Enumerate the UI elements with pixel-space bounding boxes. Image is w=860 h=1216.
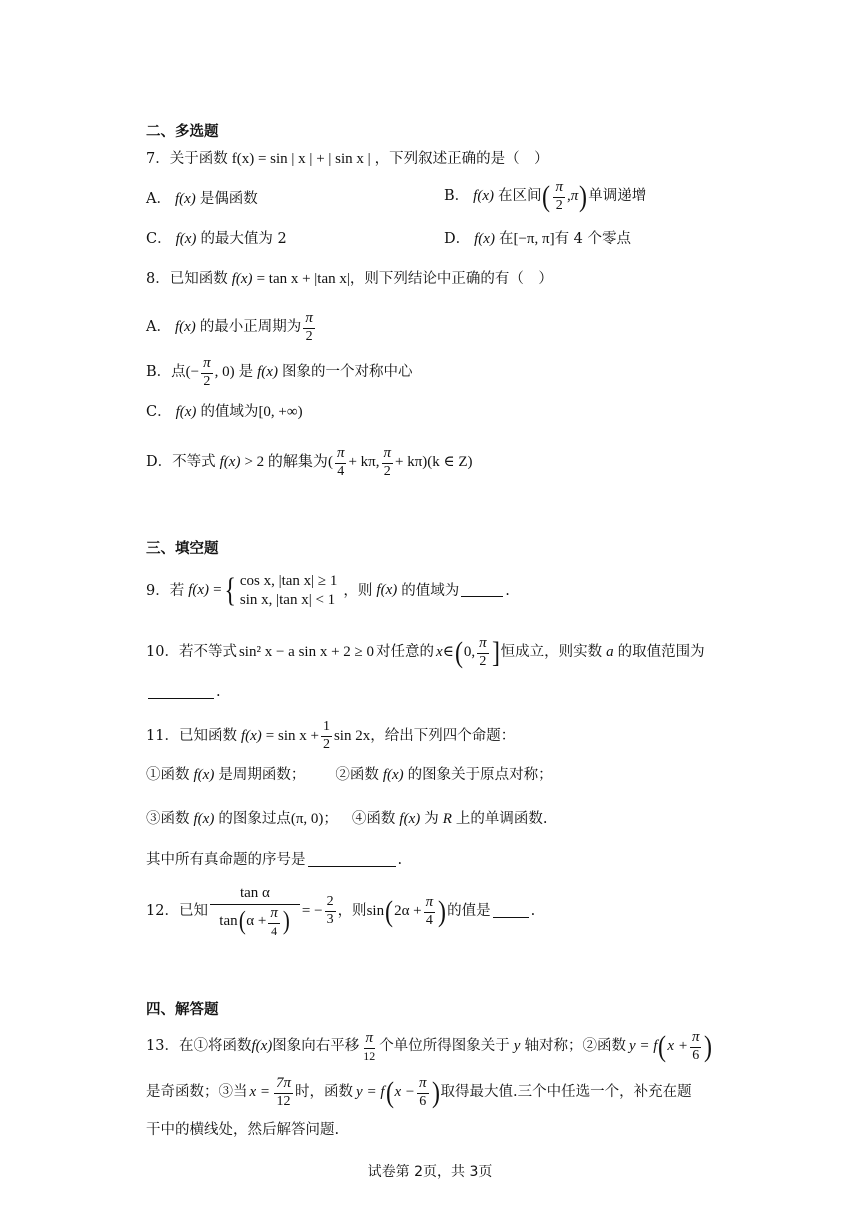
q9-text: 的值域为 bbox=[401, 582, 460, 599]
fraction-pi-over-4: $\frac{\pi}{4}$ bbox=[425, 893, 434, 928]
answer-blank[interactable] bbox=[461, 584, 503, 597]
math-fx: f(x) bbox=[175, 404, 197, 420]
question-7 bbox=[146, 152, 549, 167]
answer-blank[interactable] bbox=[493, 905, 529, 918]
q8-option-c bbox=[146, 405, 303, 420]
period: . bbox=[505, 582, 510, 599]
math-term: x + bbox=[667, 1038, 688, 1055]
question-13-line-3 bbox=[146, 1123, 339, 1138]
paren-right: ) bbox=[431, 1075, 440, 1109]
q8-number: 8．已知函数 bbox=[146, 271, 228, 288]
q10-text: 对任意的 bbox=[376, 644, 435, 661]
paren-left: ( bbox=[454, 635, 463, 669]
option-text: 是 bbox=[238, 364, 254, 381]
math-fx: f(x) bbox=[175, 231, 197, 247]
math-term: x − bbox=[394, 1084, 416, 1101]
math-term: = sin x + bbox=[265, 727, 319, 744]
option-label: D． bbox=[444, 231, 471, 248]
math-fx: f(x) bbox=[257, 364, 278, 381]
option-text: 有 4 个零点 bbox=[554, 231, 632, 248]
page-footer: 试卷第 2页，共 3页 bbox=[367, 1164, 493, 1180]
math-fx: f(x) bbox=[231, 271, 253, 287]
math-a: a bbox=[606, 644, 614, 661]
section-heading-solution: 四、解答题 bbox=[146, 1002, 219, 1018]
answer-blank[interactable] bbox=[308, 854, 396, 867]
option-text: 单调递增 bbox=[588, 188, 647, 205]
q13-text: 个单位所得图象关于 bbox=[379, 1038, 510, 1055]
math-zero: 0, bbox=[463, 644, 476, 661]
math-fx: f(x) bbox=[382, 767, 404, 783]
q8-tail: ，则下列结论中正确的有（ ） bbox=[349, 271, 553, 288]
math-term: sin 2x bbox=[333, 727, 371, 744]
math-fx: f(x) bbox=[219, 454, 241, 471]
fraction-pi-over-2: $\frac{\pi}{2}$ bbox=[383, 445, 392, 479]
numerator: tan α bbox=[210, 886, 300, 905]
question-13-line-2 bbox=[146, 1076, 692, 1109]
q13-text: 是奇函数；③当 bbox=[146, 1084, 248, 1101]
fraction-1-over-2: $\frac{1}{2}$ bbox=[322, 719, 330, 752]
q10-expression: sin² x − a sin x + 2 ≥ 0 bbox=[238, 644, 375, 661]
option-text: 在 bbox=[498, 231, 514, 248]
q13-text: 干中的横线处，然后解答问题. bbox=[146, 1122, 340, 1138]
q7-option-a bbox=[146, 192, 258, 207]
option-label: B． bbox=[444, 188, 470, 205]
fraction-2-over-3: $\frac{2}{3}$ bbox=[326, 894, 334, 928]
math-term: + kπ) bbox=[395, 454, 428, 471]
fraction-pi-over-2: $\frac{\pi}{2}$ bbox=[305, 310, 313, 344]
math-sin: sin bbox=[366, 903, 385, 920]
q13-text: 图象向右平移 bbox=[272, 1038, 360, 1055]
proposition-2-text: 的图象关于原点对称； bbox=[407, 767, 553, 784]
paren-right: ) bbox=[704, 1029, 713, 1063]
math-fx: f(x) bbox=[193, 811, 215, 827]
q11-number: 11．已知函数 bbox=[146, 727, 237, 744]
option-text: 图象的一个对称中心 bbox=[281, 364, 413, 381]
proposition-4-text: 为 bbox=[424, 811, 439, 828]
section-heading-multiple-choice: 二、多选题 bbox=[146, 124, 219, 140]
fraction-pi-over-12: $\frac{\pi}{12}$ bbox=[363, 1030, 376, 1063]
paren-left: ( bbox=[658, 1029, 667, 1063]
math-fx: f(x) bbox=[376, 582, 398, 599]
math-paren: (− bbox=[185, 364, 200, 381]
math-fx: f(x) bbox=[188, 582, 210, 599]
question-9 bbox=[146, 572, 510, 610]
q10-text: 恒成立，则实数 bbox=[500, 644, 603, 661]
period: . bbox=[216, 684, 221, 700]
proposition-4-text: 上的单调函数. bbox=[455, 811, 548, 828]
q8-option-b bbox=[146, 356, 412, 389]
q11-text: ，给出下列四个命题： bbox=[370, 727, 516, 744]
option-label: A． bbox=[146, 319, 171, 336]
q10-answer-line bbox=[146, 685, 221, 700]
case-2: sin x, |tan x| < 1 bbox=[239, 591, 336, 608]
math-fx: f(x) bbox=[473, 188, 494, 205]
q13-text: 13．在①将函数 bbox=[146, 1038, 252, 1055]
paren-left: ( bbox=[385, 1075, 394, 1109]
question-10 bbox=[146, 636, 705, 669]
q12-text: ，则 bbox=[337, 903, 367, 920]
question-12 bbox=[146, 886, 535, 937]
math-R: R bbox=[442, 811, 452, 827]
q7-expression: f(x) = sin | x | + | sin x | bbox=[231, 151, 371, 167]
q12-text: 的值是 bbox=[447, 903, 491, 920]
q11-propositions-3-4 bbox=[146, 812, 548, 827]
piecewise-cases bbox=[240, 572, 338, 610]
paren-left: ( bbox=[385, 894, 394, 928]
option-label: C． bbox=[146, 404, 172, 421]
paren-right: ) bbox=[579, 179, 588, 213]
option-label: B．点 bbox=[146, 364, 186, 381]
math-in: ∈ bbox=[442, 644, 454, 661]
q12-number: 12．已知 bbox=[146, 903, 208, 920]
question-11 bbox=[146, 720, 515, 752]
option-text: 的最大值为 2 bbox=[200, 231, 287, 248]
bracket-right: ] bbox=[491, 635, 500, 669]
option-label: A． bbox=[146, 191, 171, 208]
math-term: y = f bbox=[356, 1084, 385, 1101]
math-paren: ( bbox=[327, 454, 333, 471]
math-fx: f(x) bbox=[474, 231, 495, 247]
fraction-tan-ratio bbox=[210, 886, 300, 937]
proposition-3-text: 的图象过点 bbox=[218, 811, 291, 828]
fraction-pi-over-2: $\frac{\pi}{2}$ bbox=[555, 179, 563, 213]
question-13-line-1 bbox=[146, 1030, 713, 1063]
math-equals: = − bbox=[301, 903, 323, 920]
math-fx: f(x) bbox=[240, 727, 262, 744]
proposition-3: ③函数 bbox=[146, 811, 190, 828]
math-y: y bbox=[513, 1038, 521, 1055]
proposition-2: ②函数 bbox=[335, 767, 379, 784]
math-term: y = f bbox=[628, 1038, 658, 1055]
math-fx: f(x) bbox=[174, 191, 196, 207]
option-text: 在区间 bbox=[497, 188, 542, 205]
q7-option-b bbox=[444, 180, 646, 213]
math-term: + kπ, bbox=[348, 454, 380, 471]
q11-propositions-1-2 bbox=[146, 768, 553, 783]
fraction-pi-over-2: $\frac{\pi}{2}$ bbox=[203, 355, 211, 389]
q13-text: 轴对称；②函数 bbox=[524, 1038, 626, 1055]
section-heading-fill-in: 三、填空题 bbox=[146, 541, 219, 557]
math-fx: f(x) bbox=[193, 767, 215, 783]
option-label: C． bbox=[146, 231, 172, 248]
math-fx: f(x) bbox=[174, 319, 196, 336]
option-text: > 2 的解集为 bbox=[244, 454, 328, 471]
case-1: cos x, |tan x| ≥ 1 bbox=[239, 573, 338, 589]
option-text: 是偶函数 bbox=[199, 191, 258, 208]
q10-number: 10．若不等式 bbox=[146, 644, 237, 661]
math-x: x bbox=[436, 644, 443, 661]
fraction-pi-over-4: $\frac{\pi}{4}$ bbox=[336, 445, 345, 479]
q7-option-d bbox=[444, 232, 631, 247]
brace: { bbox=[223, 571, 236, 609]
q7-option-c bbox=[146, 232, 287, 247]
paren-right: ) bbox=[438, 894, 447, 928]
paren-left: ( bbox=[542, 179, 551, 213]
q8-option-d bbox=[146, 446, 473, 479]
math-fx: f(x) bbox=[399, 811, 421, 827]
q8-expression: = tan x + |tan x| bbox=[256, 271, 350, 287]
fraction-pi-over-6: $\frac{\pi}{6}$ bbox=[419, 1075, 427, 1109]
comma: , bbox=[567, 188, 571, 205]
math-fx: f(x) bbox=[251, 1038, 273, 1055]
denominator: tan ( α + $\frac{\pi}{4}$ ) bbox=[219, 904, 290, 938]
q9-text: ，则 bbox=[343, 582, 373, 599]
math-pi: π bbox=[570, 188, 579, 205]
option-text: 的值域为 bbox=[200, 404, 259, 421]
math-term: x = bbox=[249, 1084, 271, 1101]
math-zero: , 0) bbox=[214, 364, 235, 381]
option-text: 的最小正周期为 bbox=[199, 319, 302, 336]
proposition-4: ④函数 bbox=[351, 811, 396, 828]
q11-text: 其中所有真命题的序号是 bbox=[146, 852, 306, 868]
math-term: 2α + bbox=[394, 903, 422, 920]
q13-text: 取得最大值.三个中任选一个，补充在题 bbox=[440, 1084, 692, 1101]
semicolon: ； bbox=[323, 811, 338, 828]
q13-text: 时，函数 bbox=[295, 1084, 354, 1101]
q7-tail: ，下列叙述正确的是（ ） bbox=[374, 151, 549, 168]
q10-text: 的取值范围为 bbox=[617, 644, 705, 661]
fraction-7pi-over-12: $\frac{7\pi}{12}$ bbox=[276, 1075, 292, 1109]
math-point: (π, 0) bbox=[290, 811, 324, 827]
q7-number: 7．关于函数 bbox=[146, 151, 228, 168]
option-label: D．不等式 bbox=[146, 454, 216, 471]
fraction-pi-over-2: $\frac{\pi}{2}$ bbox=[479, 635, 487, 669]
proposition-1-text: 是周期函数； bbox=[218, 767, 306, 784]
q9-number: 9．若 bbox=[146, 582, 185, 599]
math-interval: [−π, π] bbox=[513, 231, 555, 247]
period: . bbox=[397, 852, 403, 868]
period: . bbox=[530, 903, 536, 920]
proposition-1: ①函数 bbox=[146, 767, 190, 784]
fraction-pi-over-6: $\frac{\pi}{6}$ bbox=[691, 1029, 700, 1063]
question-8 bbox=[146, 272, 553, 287]
math-range: [0, +∞) bbox=[258, 404, 303, 420]
equals: = bbox=[213, 582, 222, 599]
q11-answer-line bbox=[146, 853, 402, 868]
math-term: (k ∈ Z) bbox=[427, 454, 473, 471]
q8-option-a bbox=[146, 311, 317, 344]
answer-blank[interactable] bbox=[148, 686, 214, 699]
